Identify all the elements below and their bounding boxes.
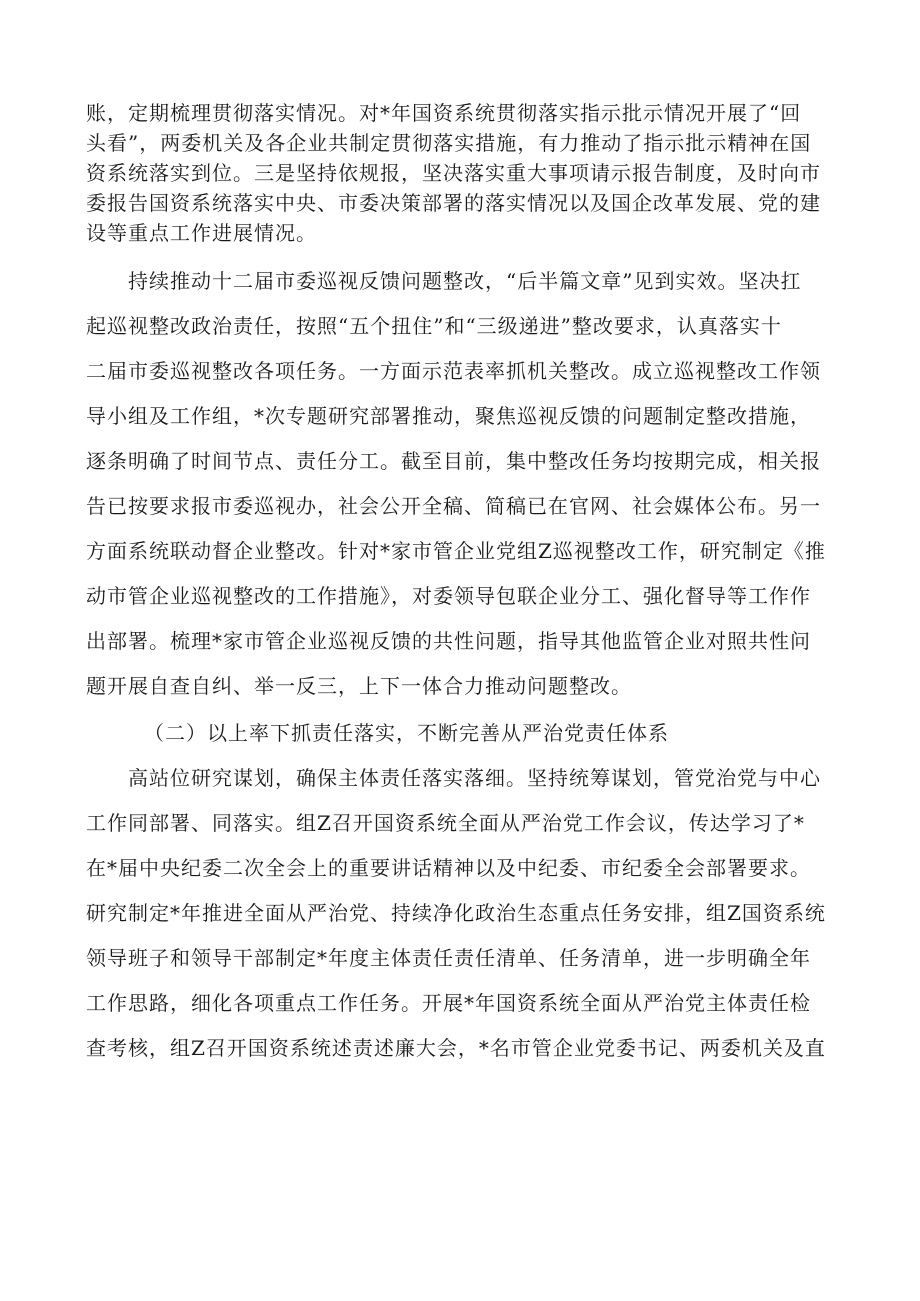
document-page	[86, 98, 838, 1071]
text-line: 账，定期梳理贯彻落实情况。对*年国资系统贯彻落实指示批示情况开展了“回	[86, 101, 802, 125]
text-line: 高站位研究谋划，确保主体责任落实落细。坚持统筹谋划，管党治党与中心	[128, 766, 821, 790]
text-line: 研究制定*年推进全面从严治党、持续净化政治生态重点任务安排，组Z国资系统	[86, 901, 826, 925]
text-line: 起巡视整改政治责任，按照“五个扭住”和“三级递进”整改要求，认真落实十	[86, 314, 782, 338]
text-line: 查考核，组Z召开国资系统述责述廉大会，*名市管企业党委书记、两委机关及直	[86, 1036, 826, 1060]
text-line: 委报告国资系统落实中央、市委决策部署的落实情况以及国企改革发展、党的建	[86, 191, 821, 215]
section-heading: （二）以上率下抓责任落实，不断完善从严治党责任体系	[144, 721, 669, 745]
text-line: 出部署。梳理*家市管企业巡视反馈的共性问题，指导其他监管企业对照共性问	[86, 629, 811, 653]
text-line: 工作思路，细化各项重点工作任务。开展*年国资系统全面从严治党主体责任检	[86, 991, 811, 1015]
paragraph-reporting-system	[86, 98, 838, 248]
text-line: 动市管企业巡视整改的工作措施》，对委领导包联企业分工、强化督导等工作作	[86, 584, 811, 608]
paragraph-responsibility-planning	[86, 756, 838, 1071]
text-line: 导小组及工作组，*次专题研究部署推动，聚焦巡视反馈的问题制定整改措施，	[86, 404, 811, 428]
text-line: 题开展自查自纠、举一反三，上下一体合力推动问题整改。	[86, 674, 632, 698]
text-line: 二届市委巡视整改各项任务。一方面示范表率抓机关整改。成立巡视整改工作领	[86, 359, 821, 383]
text-line: 资系统落实到位。三是坚持依规报，坚决落实重大事项请示报告制度，及时向市	[86, 161, 821, 185]
text-line: 逐条明确了时间节点、责任分工。截至目前，集中整改任务均按期完成，相关报	[86, 449, 821, 473]
text-line: 设等重点工作进展情况。	[86, 221, 317, 245]
text-line: 工作同部署、同落实。组Z召开国资系统全面从严治党工作会议，传达学习了*	[86, 811, 805, 835]
text-line: 方面系统联动督企业整改。针对*家市管企业党组Z巡视整改工作，研究制定《推	[86, 539, 826, 563]
text-line: 领导班子和领导干部制定*年度主体责任责任清单、任务清单，进一步明确全年	[86, 946, 811, 970]
text-line: 持续推动十二届市委巡视反馈问题整改，“后半篇文章”见到实效。坚决扛	[128, 269, 802, 293]
text-line: 告已按要求报市委巡视办，社会公开全稿、简稿已在官网、社会媒体公布。另一	[86, 494, 821, 518]
paragraph-inspection-rectification	[86, 259, 838, 709]
text-line: 在*届中央纪委二次全会上的重要讲话精神以及中纪委、市纪委全会部署要求。	[86, 856, 811, 880]
text-line: 头看”，两委机关及各企业共制定贯彻落实措施，有力推动了指示批示精神在国	[86, 131, 812, 155]
